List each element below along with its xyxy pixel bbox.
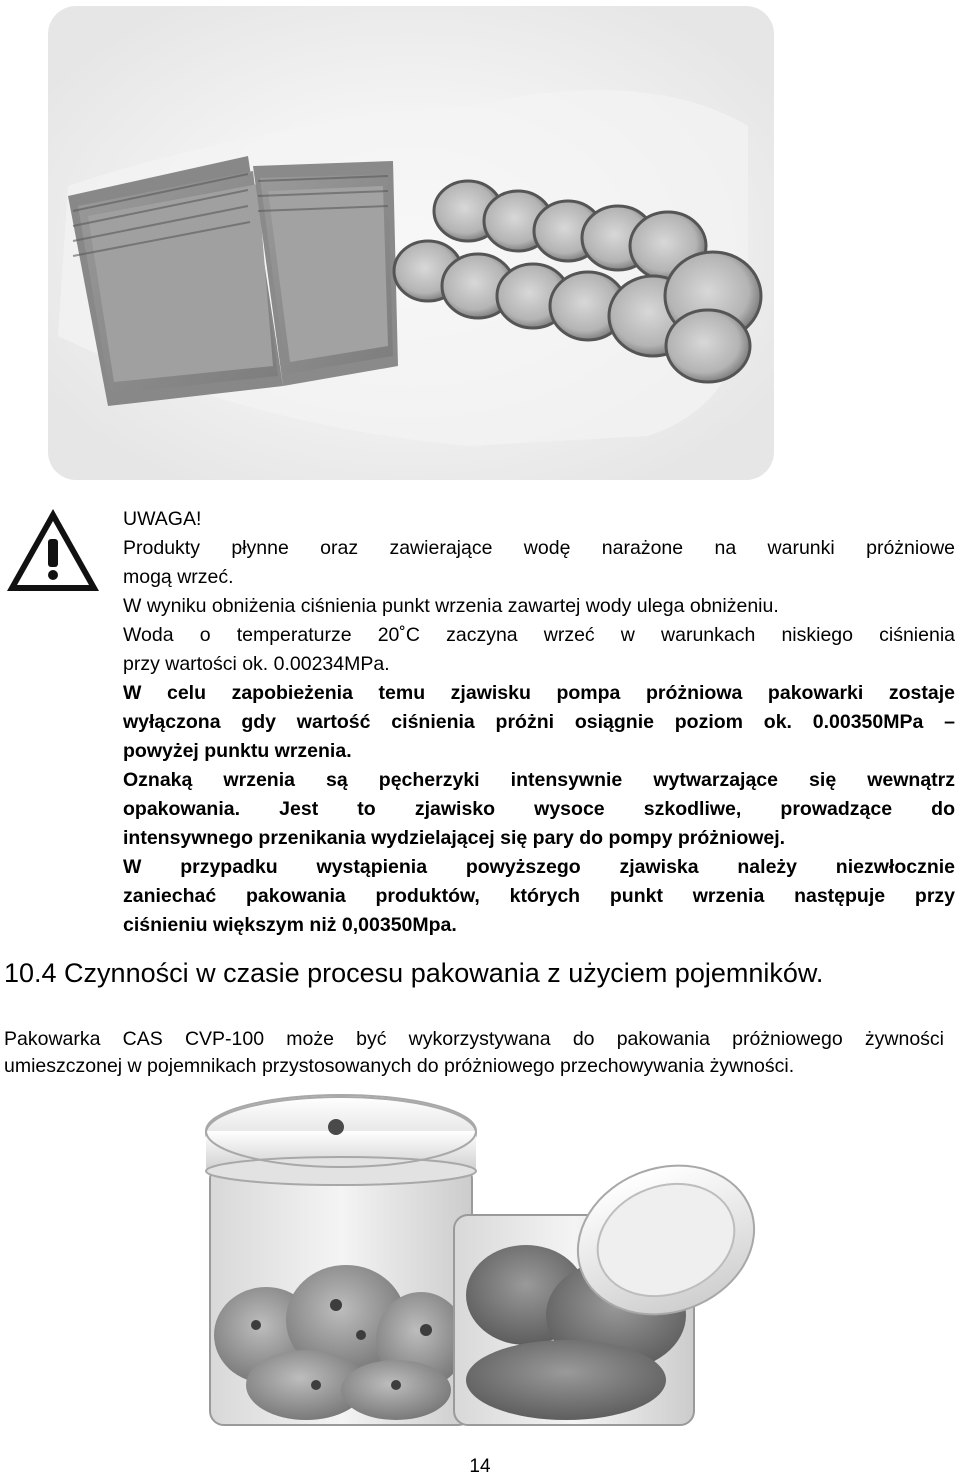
warning-bold-line: powyżej punktu wrzenia. (123, 740, 352, 762)
paragraph-line: umieszczonej w pojemnikach przystosowanych do próżniowego przechowywania żywności. (4, 1055, 795, 1077)
warning-bold-line: W celu zapobieżenia temu zjawisku pompa próżniowa pakowarki zostaje (123, 682, 955, 704)
warning-bold-line: zaniechać pakowania produktów, których punkt wrzenia następuje przy (123, 885, 955, 907)
warning-text-block (123, 505, 955, 940)
vacuum-containers-photo (196, 1085, 762, 1435)
warning-triangle-icon (4, 505, 102, 595)
section-paragraph (4, 1026, 944, 1080)
warning-bold-line: W przypadku wystąpienia powyższego zjawiska należy niezwłocznie (123, 856, 955, 878)
warning-bold-line: intensywnego przenikania wydzielającej się pary do pompy próżniowej. (123, 827, 786, 849)
warning-line: Woda o temperaturze 20˚C zaczyna wrzeć w warunkach niskiego ciśnienia (123, 624, 955, 646)
warning-line: Produkty płynne oraz zawierające wodę narażone na warunki próżniowe (123, 537, 955, 559)
warning-line: W wyniku obniżenia ciśnienia punkt wrzenia zawartej wody ulega obniżeniu. (123, 595, 779, 617)
warning-bold-line: opakowania. Jest to zjawisko wysoce szkodliwe, prowadzące do (123, 798, 955, 820)
paragraph-line: Pakowarka CAS CVP-100 może być wykorzystywana do pakowania próżniowego żywności (4, 1028, 944, 1050)
section-heading: 10.4 Czynności w czasie procesu pakowania z użyciem pojemników. (4, 958, 824, 988)
page-number: 14 (469, 1456, 491, 1477)
warning-title: UWAGA! (123, 508, 202, 530)
warning-bold-line: wyłączona gdy wartość ciśnienia próżni osiągnie poziom ok. 0.00350MPa – (123, 711, 955, 733)
warning-line: mogą wrzeć. (123, 566, 234, 588)
warning-line: przy wartości ok. 0.00234MPa. (123, 653, 390, 675)
vacuum-sealed-food-bag-photo (48, 6, 774, 480)
warning-bold-line: Oznaką wrzenia są pęcherzyki intensywnie wytwarzające się wewnątrz (123, 769, 955, 791)
warning-bold-line: ciśnieniu większym niż 0,00350Mpa. (123, 914, 457, 936)
